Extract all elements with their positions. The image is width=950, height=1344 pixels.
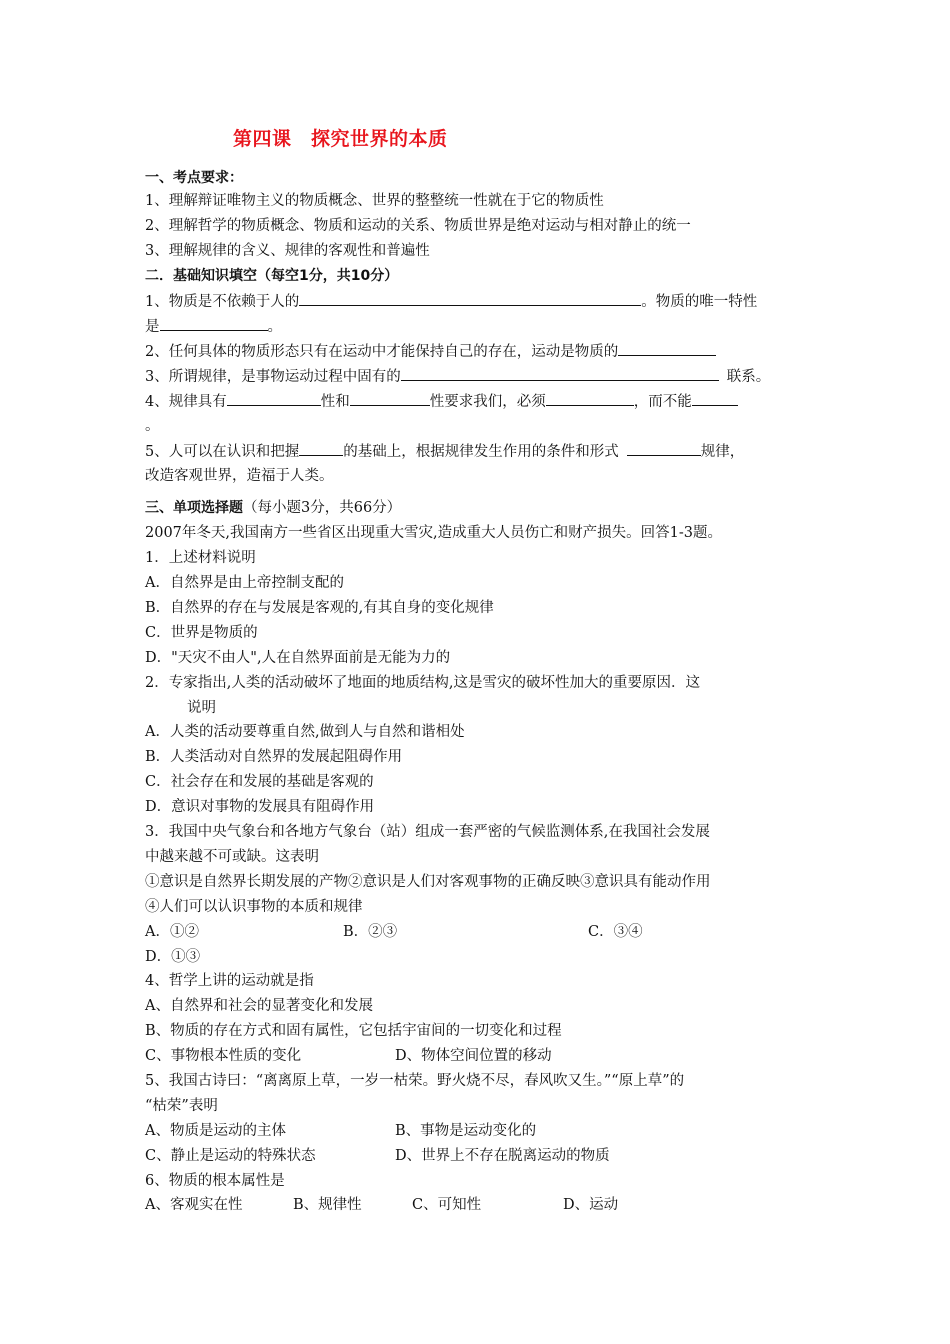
choice-option[interactable]: C．世界是物质的 bbox=[145, 625, 258, 641]
choice-option[interactable]: C、事物根本性质的变化 bbox=[145, 1048, 302, 1064]
answer-blank[interactable] bbox=[546, 391, 634, 406]
answer-blank[interactable] bbox=[227, 391, 321, 406]
question-text: ，而不能 bbox=[633, 394, 692, 410]
choice-option[interactable]: C．③④ bbox=[588, 924, 643, 940]
question-text: 是 bbox=[145, 319, 160, 335]
fill-question-4 bbox=[145, 391, 738, 412]
choice-option[interactable]: D．意识对事物的发展具有阻碍作用 bbox=[145, 799, 375, 815]
question-text: 性要求我们，必须 bbox=[429, 394, 546, 410]
answer-blank[interactable] bbox=[299, 291, 641, 306]
question-text: 规律， bbox=[700, 444, 745, 460]
answer-blank[interactable] bbox=[160, 316, 268, 331]
requirement-item: 3、理解规律的含义、规律的客观性和普遍性 bbox=[145, 243, 430, 259]
choice-option[interactable]: D、物体空间位置的移动 bbox=[395, 1048, 552, 1064]
choice-option[interactable]: A、自然界和社会的显著变化和发展 bbox=[145, 998, 373, 1014]
answer-blank[interactable] bbox=[350, 391, 430, 406]
choice-option[interactable]: A、物质是运动的主体 bbox=[145, 1123, 286, 1139]
choice-option[interactable]: A．自然界是由上帝控制支配的 bbox=[145, 575, 344, 591]
choice-option[interactable]: A．人类的活动要尊重自然,做到人与自然和谐相处 bbox=[145, 724, 465, 740]
choice-question-5-cont: “枯荣”表明 bbox=[145, 1098, 218, 1114]
answer-blank[interactable] bbox=[299, 441, 343, 456]
choice-option[interactable]: B．②③ bbox=[343, 924, 398, 940]
choice-option[interactable]: D、世界上不存在脱离运动的物质 bbox=[395, 1148, 610, 1164]
choice-option[interactable]: B、事物是运动变化的 bbox=[395, 1123, 537, 1139]
choice-question-2-cont: 说明 bbox=[187, 700, 216, 716]
question-text: 。 bbox=[267, 319, 282, 335]
choice-option[interactable]: D．"天灾不由人",人在自然界面前是无能为力的 bbox=[145, 650, 451, 666]
choice-question-6: 6、物质的根本属性是 bbox=[145, 1173, 285, 1189]
fill-question-2 bbox=[145, 341, 716, 362]
answer-blank[interactable] bbox=[627, 441, 701, 456]
answer-blank[interactable] bbox=[401, 366, 719, 381]
choice-option[interactable]: C．社会存在和发展的基础是客观的 bbox=[145, 774, 374, 790]
choice-option[interactable]: A、客观实在性 bbox=[145, 1197, 243, 1213]
choice-option[interactable]: D．①③ bbox=[145, 949, 201, 965]
question-text: 。物质的唯一特性 bbox=[641, 294, 758, 310]
choice-question-3-cont: 中越来越不可或缺。这表明 bbox=[145, 849, 319, 865]
choice-option[interactable]: B、规律性 bbox=[293, 1197, 362, 1213]
choice-option[interactable]: C、可知性 bbox=[412, 1197, 482, 1213]
answer-blank[interactable] bbox=[692, 391, 738, 406]
answer-blank[interactable] bbox=[618, 341, 716, 356]
question-text: 的基础上，根据规律发生作用的条件和形式 bbox=[343, 444, 619, 460]
choice-option[interactable]: A．①② bbox=[145, 924, 199, 940]
section-heading-scoring: （每小题3分，共66分） bbox=[243, 500, 402, 516]
fill-question-3 bbox=[145, 366, 770, 387]
question-text: 2、任何具体的物质形态只有在运动中才能保持自己的存在，运动是物质的 bbox=[145, 344, 619, 360]
material-intro: 2007年冬天,我国南方一些省区出现重大雪灾,造成重大人员伤亡和财产损失。回答1-3题。 bbox=[145, 525, 722, 541]
section-heading-fill-in: 二．基础知识填空（每空1分，共10分） bbox=[145, 268, 399, 284]
choice-option[interactable]: B．人类活动对自然界的发展起阻碍作用 bbox=[145, 749, 403, 765]
question-text: 性和 bbox=[320, 394, 350, 410]
choice-question-3-statements-cont: ④人们可以认识事物的本质和规律 bbox=[145, 899, 363, 915]
choice-option[interactable]: D、运动 bbox=[563, 1197, 619, 1213]
question-text: 1、物质是不依赖于人的 bbox=[145, 294, 300, 310]
question-text: 联系。 bbox=[726, 369, 771, 385]
choice-question-3-statements: ①意识是自然界长期发展的产物②意识是人们对客观事物的正确反映③意识具有能动作用 bbox=[145, 874, 711, 890]
choice-option[interactable]: B．自然界的存在与发展是客观的,有其自身的变化规律 bbox=[145, 600, 494, 616]
question-text: 3、所谓规律，是事物运动过程中固有的 bbox=[145, 369, 401, 385]
fill-question-1-cont bbox=[145, 316, 282, 337]
choice-question-1: 1．上述材料说明 bbox=[145, 550, 256, 566]
choice-option[interactable]: C、静止是运动的特殊状态 bbox=[145, 1148, 316, 1164]
section-heading-label: 三、单项选择题 bbox=[145, 500, 243, 516]
choice-option[interactable]: B、物质的存在方式和固有属性，它包括宇宙间的一切变化和过程 bbox=[145, 1023, 562, 1039]
choice-question-2: 2．专家指出,人类的活动破坏了地面的地质结构,这是雪灾的破坏性加大的重要原因．这 bbox=[145, 675, 700, 691]
lesson-title: 第四课 探究世界的本质 bbox=[233, 128, 448, 150]
choice-question-5: 5、我国古诗曰：“离离原上草，一岁一枯荣。野火烧不尽，春风吹又生。”“原上草”的 bbox=[145, 1073, 685, 1089]
fill-question-1 bbox=[145, 291, 757, 312]
section-heading-requirements: 一、考点要求： bbox=[145, 170, 243, 186]
requirement-item: 2、理解哲学的物质概念、物质和运动的关系、物质世界是绝对运动与相对静止的统一 bbox=[145, 218, 691, 234]
fill-question-4-end: 。 bbox=[145, 418, 160, 434]
question-text: 4、规律具有 bbox=[145, 394, 227, 410]
choice-question-4: 4、哲学上讲的运动就是指 bbox=[145, 973, 314, 989]
choice-question-3: 3．我国中央气象台和各地方气象台（站）组成一套严密的气候监测体系,在我国社会发展 bbox=[145, 824, 710, 840]
fill-question-5 bbox=[145, 441, 744, 462]
fill-question-5-cont: 改造客观世界，造福于人类。 bbox=[145, 468, 334, 484]
question-text: 5、人可以在认识和把握 bbox=[145, 444, 300, 460]
section-heading-choice bbox=[145, 498, 401, 518]
requirement-item: 1、理解辩证唯物主义的物质概念、世界的整整统一性就在于它的物质性 bbox=[145, 193, 604, 209]
